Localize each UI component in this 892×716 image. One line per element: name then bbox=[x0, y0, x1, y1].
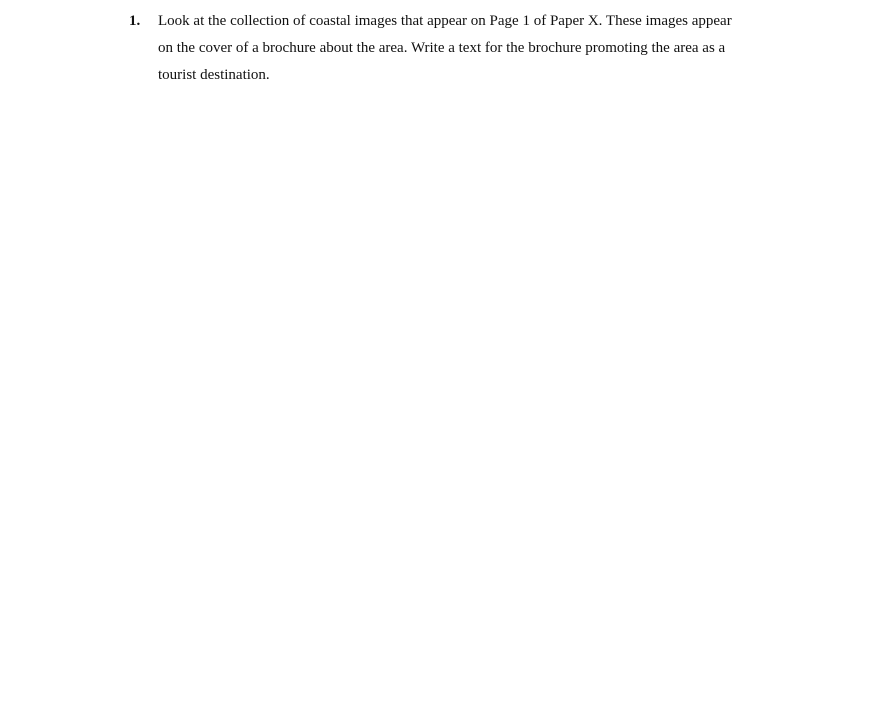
question-text bbox=[158, 8, 764, 89]
question-number: 1. bbox=[129, 13, 141, 29]
question-line: on the cover of a brochure about the area. Write a text for the brochure promoting the area as a bbox=[158, 40, 726, 56]
question-line: tourist destination. bbox=[158, 67, 270, 83]
question-line: Look at the collection of coastal images that appear on Page 1 of Paper X. These images appear bbox=[158, 13, 732, 29]
